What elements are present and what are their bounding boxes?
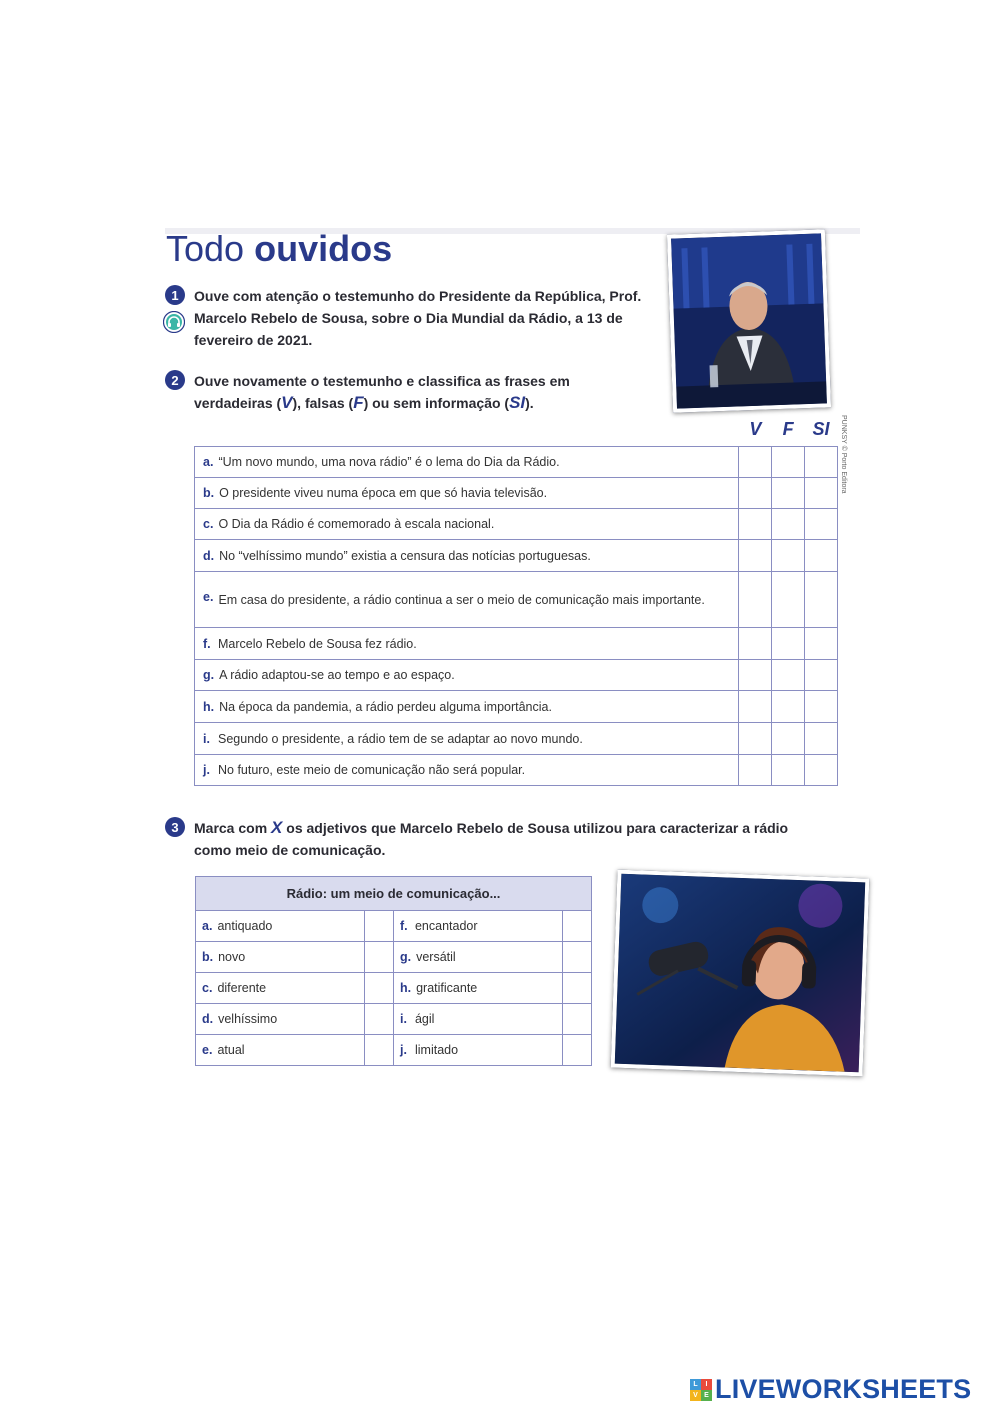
- adjective-label: gratificante: [416, 981, 478, 995]
- checkbox-cell[interactable]: [365, 911, 394, 942]
- answer-box-v[interactable]: [739, 660, 772, 691]
- answer-box-si[interactable]: [805, 723, 838, 755]
- adjective-label: versátil: [416, 950, 456, 964]
- table-row: b. O presidente viveu numa época em que só havia televisão.: [195, 478, 838, 509]
- adjectives-table: [195, 876, 592, 1066]
- answer-box-f[interactable]: [772, 691, 805, 723]
- answer-box-si[interactable]: [805, 628, 838, 660]
- answer-box-v[interactable]: [739, 628, 772, 660]
- table-row: d. velhíssimo i. ágil: [196, 1004, 592, 1035]
- table-row: d. No “velhíssimo mundo” existia a censura das notícias portuguesas.: [195, 540, 838, 572]
- table-row: e. atual j. limitado: [196, 1035, 592, 1066]
- statement-text: Marcelo Rebelo de Sousa fez rádio.: [218, 636, 417, 651]
- col-header-si: SI: [812, 418, 830, 439]
- table-row: g. A rádio adaptou-se ao tempo e ao espaço.: [195, 660, 838, 691]
- statement-text: Segundo o presidente, a rádio tem de se adaptar ao novo mundo.: [218, 731, 583, 746]
- answer-box-f[interactable]: [772, 540, 805, 572]
- answer-box-v[interactable]: [739, 572, 772, 628]
- checkbox-cell[interactable]: [563, 973, 592, 1004]
- answer-box-v[interactable]: [739, 509, 772, 540]
- statement-text: O presidente viveu numa época em que só havia televisão.: [219, 486, 548, 500]
- question-2-text: Ouve novamente o testemunho e classifica as frases em verdadeiras (V), falsas (F) ou sem informação (SI).: [194, 373, 570, 412]
- answer-box-f[interactable]: [772, 572, 805, 628]
- answer-box-si[interactable]: [805, 540, 838, 572]
- liveworksheets-logo: [690, 1374, 971, 1405]
- answer-box-v[interactable]: [739, 540, 772, 572]
- statement-text: A rádio adaptou-se ao tempo e ao espaço.: [219, 668, 455, 682]
- checkbox-cell[interactable]: [563, 1035, 592, 1066]
- statement-text: O Dia da Rádio é comemorado à escala nacional.: [218, 517, 495, 531]
- question-1-text: Ouve com atenção o testemunho do Presidente da República, Prof. Marcelo Rebelo de Sousa, sobre o Dia Mundial da Rádio, a 13 de fevereiro de 2021.: [194, 288, 642, 348]
- label-v: V: [281, 393, 293, 412]
- adjective-label: atual: [217, 1043, 245, 1057]
- checkbox-cell[interactable]: [563, 942, 592, 973]
- true-false-table: [194, 412, 838, 786]
- answer-box-f[interactable]: [772, 660, 805, 691]
- question-3-number: 3: [165, 817, 185, 837]
- col-header-f: F: [782, 418, 794, 439]
- statement-text: Em casa do presidente, a rádio continua a ser o meio de comunicação mais importante.: [218, 592, 705, 607]
- table-row: i. Segundo o presidente, a rádio tem de se adaptar ao novo mundo.: [195, 723, 838, 755]
- adjective-label: ágil: [414, 1012, 435, 1026]
- adjective-label: limitado: [414, 1043, 459, 1057]
- answer-box-f[interactable]: [772, 478, 805, 509]
- adjective-label: novo: [218, 950, 246, 964]
- question-3-text: Marca com X os adjetivos que Marcelo Rebelo de Sousa utilizou para caracterizar a rádio como meio de comunicação.: [194, 818, 789, 858]
- answer-box-v[interactable]: [739, 691, 772, 723]
- checkbox-cell[interactable]: [563, 1004, 592, 1035]
- answer-box-f[interactable]: [772, 447, 805, 478]
- radio-host-photo: [611, 870, 870, 1077]
- label-f: F: [353, 393, 364, 412]
- answer-box-f[interactable]: [772, 628, 805, 660]
- liveworksheets-logo-icon: L I V E: [690, 1379, 712, 1401]
- checkbox-cell[interactable]: [365, 1004, 394, 1035]
- checkbox-cell[interactable]: [365, 973, 394, 1004]
- answer-box-si[interactable]: [805, 572, 838, 628]
- answer-box-v[interactable]: [739, 478, 772, 509]
- statement-text: “Um novo mundo, uma nova rádio” é o lema do Dia da Rádio.: [218, 455, 560, 469]
- statement-text: Na época da pandemia, a rádio perdeu alguma importância.: [219, 699, 552, 714]
- statement-text: No “velhíssimo mundo” existia a censura das notícias portuguesas.: [219, 548, 591, 563]
- answer-box-si[interactable]: [805, 660, 838, 691]
- adjective-label: diferente: [217, 981, 267, 995]
- adjective-label: velhíssimo: [218, 1012, 278, 1026]
- table-row: h. Na época da pandemia, a rádio perdeu alguma importância.: [195, 691, 838, 723]
- question-2-number: 2: [165, 370, 185, 390]
- table-row: b. novo g. versátil: [196, 942, 592, 973]
- answer-box-v[interactable]: [739, 447, 772, 478]
- adjective-label: encantador: [414, 919, 478, 933]
- answer-box-si[interactable]: [805, 509, 838, 540]
- statement-text: No futuro, este meio de comunicação não será popular.: [218, 763, 526, 777]
- table-row: e. Em casa do presidente, a rádio continua a ser o meio de comunicação mais importante.: [195, 572, 838, 628]
- adjective-label: antiquado: [217, 919, 273, 933]
- question-1-number: 1: [165, 285, 185, 305]
- president-photo: [667, 229, 831, 412]
- checkbox-cell[interactable]: [563, 911, 592, 942]
- label-x: X: [271, 818, 283, 837]
- answer-box-f[interactable]: [772, 755, 805, 786]
- answer-box-v[interactable]: [739, 755, 772, 786]
- answer-box-f[interactable]: [772, 509, 805, 540]
- photo-credit: PUNKSY © Porto Editora: [840, 415, 847, 494]
- answer-box-si[interactable]: [805, 478, 838, 509]
- table-row: j. No futuro, este meio de comunicação não será popular.: [195, 755, 838, 786]
- answer-box-si[interactable]: [805, 755, 838, 786]
- checkbox-cell[interactable]: [365, 942, 394, 973]
- table-row: c. O Dia da Rádio é comemorado à escala nacional.: [195, 509, 838, 540]
- table-row: c. diferente h. gratificante: [196, 973, 592, 1004]
- audio-headphones-icon[interactable]: [163, 311, 185, 333]
- liveworksheets-logo-text: LIVEWORKSHEETS: [715, 1374, 972, 1404]
- table-row: a. “Um novo mundo, uma nova rádio” é o lema do Dia da Rádio.: [195, 447, 838, 478]
- label-si: SI: [509, 393, 526, 412]
- answer-box-si[interactable]: [805, 447, 838, 478]
- answer-box-si[interactable]: [805, 691, 838, 723]
- col-header-v: V: [749, 418, 762, 439]
- table-row: f. Marcelo Rebelo de Sousa fez rádio.: [195, 628, 838, 660]
- answer-box-f[interactable]: [772, 723, 805, 755]
- adjectives-table-header: Rádio: um meio de comunicação...: [196, 877, 592, 911]
- answer-box-v[interactable]: [739, 723, 772, 755]
- checkbox-cell[interactable]: [365, 1035, 394, 1066]
- page-title: Todo ouvidos: [166, 228, 393, 269]
- table-row: a. antiquado f. encantador: [196, 911, 592, 942]
